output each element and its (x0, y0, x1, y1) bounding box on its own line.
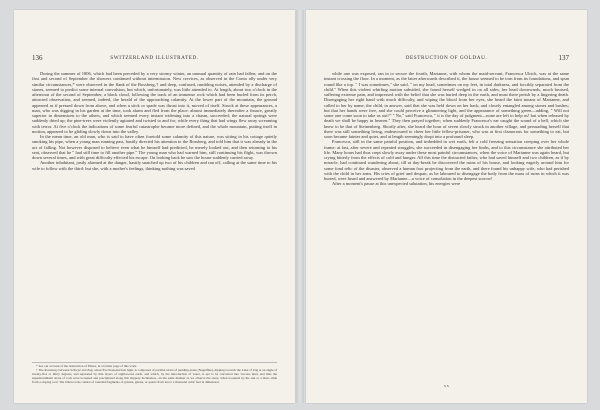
running-head: SWITZERLAND ILLUSTRATED. (110, 55, 199, 61)
left-page-body (32, 71, 277, 171)
paragraph: During the summer of 1806, which had been preceded by a very stormy winter, an unusual quantity of rain had fallen; and on the first and second of September the showers continued without intermission. New crevices, as observed in the Conto ally under very similar circumstances,* were observed in the flank of the Rossberg,† and deep, confused, rumbling noises, attended by a discharge of stones, seemed to predict some internal convulsion, but which, unfortunately, was little attended to. At length, about two o'clock in the afternoon of the second of September, a black cloud, following the track of an immense rock which had been hurled from its perch, attracted observation, and seemed, indeed, the herald of the approaching calamity. At the lower part of the mountain, the ground appeared as if pressed down from above, and when a stick or spade was thrust into it, moved of itself. Struck at these appearances, a man, who was digging in his garden at the time, took alarm and fled from the place: almost immediately thereafter a fissure, greatly superior in dimensions to the others, and which seemed every instant widening into a chasm, succeeded; the natural springs were suddenly dried up; the pine-trees were violently agitated and twisted to and fro; while every thing that had wings flew away screaming with terror. At five o'clock the indications of some fearful catastrophe became more defined, and the whole mountain, putting itself in motion, appeared to be gliding slowly down into the valley. (32, 71, 277, 134)
paragraph: After a moment's pause at this unexpected salutation, his energies were (332, 181, 461, 187)
footnotes (32, 362, 277, 386)
page-number: 137 (558, 54, 569, 62)
right-page-body (324, 71, 569, 187)
signature-mark: s s (444, 383, 449, 388)
left-page (14, 10, 295, 403)
right-page-header (324, 54, 569, 64)
page-number: 136 (32, 54, 43, 62)
footnote: † The Rossberg, between Schwyz and Zug, about five thousand feet high, is composed of parallel strata of pudding-stone (Nagelflue), dipping towards the Lake of Zug at an angle of twenty-five or thirty degrees, and separated by thin layers of argillaceous earth, and which, by the introduction of water, is apt to be converted into viscous mud, and thus the superincumbent strata of rock were loosened and precipitated along this slippery inclination—in the same manner as we observe the snow, when loosened by the sun or a thaw, slide from a sloping roof. The fallen rocks consist of rounded fragments of granite, gneiss, or quartz from ten to a thousand cubic feet in dimension. (32, 368, 277, 385)
left-page-header (32, 54, 277, 64)
paragraph: In the mean time, an old man, who is said to have often foretold some calamity of this nature, was sitting in his cottage quietly smoking his pipe, when a young man running past, hastily directed his attention to the Rossberg, and told him that it was already in the act of falling. Not however disposed to believe even what he himself had predicted, he merely looked out, and then returning to his seat, observed that he " had still time to fill another pipe." The young man who had warned him, still continuing his flight, was thrown down several times, and with great difficulty effected his escape. On looking back he saw the house suddenly carried away. (32, 134, 277, 160)
right-page (306, 10, 587, 403)
running-head: DESTRUCTION OF GOLDAU. (405, 55, 488, 61)
paragraph: Francesca, still in the same painful position, and imbedded in wet earth, felt a cold freezing sensation creeping over her whole frame: at last, after severe and repeated struggles, she succeeded in disengaging her limbs, and to this circumstance she attributed her life. Many hours had thus crept slowly away under these most painful circumstances, when the voice of Marianne was again heard, but crying bitterly from the effects of cold and hunger. All this time the distracted father, who had saved himself and two children, as if by miracle, had continued wandering about; till at day-break he discovered the ruins of his house, and looking eagerly around him for some fond relic of the disaster, observed a human foot projecting from the earth, and there found his unhappy wife, who had perished with the child in her arms. His cries of grief and despair, as he laboured to disengage the body from the mass of ruins in which it was buried, were heard and answered by Marianne—a voice of consolation in the deepest sorrow! (324, 139, 569, 181)
footnote: * See our account of the destruction of Pleurs, in a former page of this work. (36, 364, 137, 368)
paragraph: Another inhabitant, justly alarmed at the danger, hastily snatched up two of his children and ran off, calling at the same time to his wife to follow with the third: but she, with a mother's feelings, thinking nothing was saved (32, 160, 277, 171)
book-gutter (296, 10, 304, 403)
paragraph: while one was exposed, ran in to secure the fourth, Marianne, with whom the maid-servant, Francesca Ulrich, was at the same instant crossing the floor. In a moment, as the latter afterwards described it, the house seemed to be torn from its foundations, and spun round like a top. " I was sometimes," she said, " on my head, sometimes on my feet, in total darkness, and forcibly separated from the child." When this violent whirling motion subsided, she found herself wedged in on all sides, her head downwards, much bruised, suffering extreme pain, and impressed with the belief that she was buried deep in the earth, and must there perish by a lingering death. Disengaging her right hand with much difficulty, and wiping the blood from her eyes, she heard the faint moans of Marianne, and called to her by name; the child, in answer, said that she was held down on her back, and closely entangled among stones and bushes; but that her hands were free, and she could perceive a glimmering light, and the appearance of something green—adding, " Will not some one come soon to take us out?" " No," said Francesca, " it is the day of judgment—none are left to help us! but when released by death we shall be happy in heaven." They then prayed together; when suddenly Francesca's ear caught the sound of a bell, which she knew to be that of Steinenberg. Shortly after, she heard the hour of seven slowly struck in another village, and persuading herself that there was still something living, endeavoured to cheer her little fellow-prisoner, who was at first clamorous for something to eat, but soon became fainter and quiet, and at length seemingly dropt into a profound sleep. (324, 71, 569, 139)
